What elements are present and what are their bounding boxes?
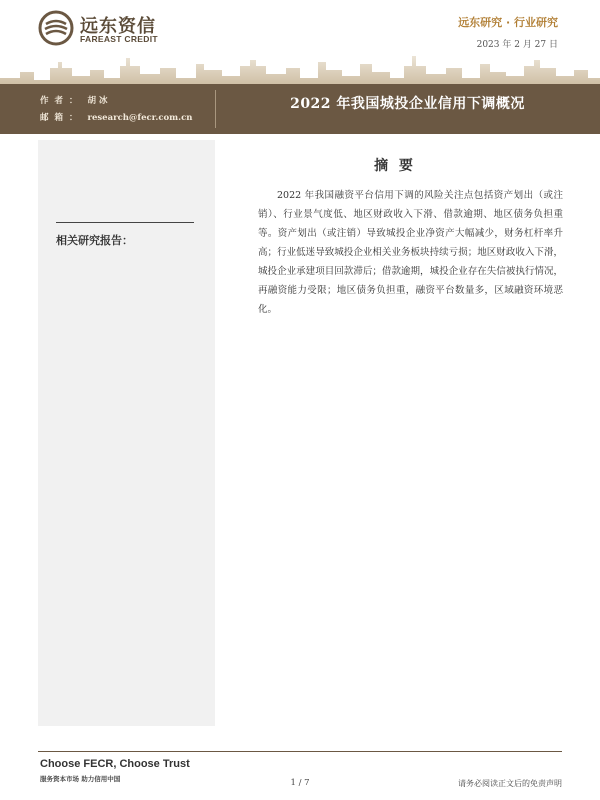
logo-english-name: FAREAST CREDIT <box>80 34 158 44</box>
logo-chinese-name: 远东资信 <box>80 16 156 37</box>
disclaimer-note: 请务必阅读正文后的免责声明 <box>458 779 562 788</box>
page-number: 1 / 7 <box>290 778 310 788</box>
footer-divider <box>38 751 562 752</box>
footer-slogan: Choose FECR, Choose Trust <box>40 758 190 770</box>
sidebar-divider <box>56 222 194 223</box>
report-type-label: 远东研究 · 行业研究 <box>458 16 558 29</box>
email-line <box>40 111 193 123</box>
fareast-credit-logo <box>38 10 238 50</box>
report-date: 2023 年 2 月 27 日 <box>476 40 558 50</box>
author-email[interactable]: research@fecr.com.cn <box>87 113 193 123</box>
page-header <box>0 0 600 90</box>
title-band <box>0 84 600 134</box>
sidebar <box>38 140 215 726</box>
abstract-body: 2022 年我国融资平台信用下调的风险关注点包括资产划出（或注销）、行业景气度低、地区财政收入下滑、借款逾期、地区债务负担重等。资产划出（或注销）导致城投企业净资产大幅减少，财务杠杆率升高；行业低迷导致城投企业相关业务板块持续亏损；地区财政收入下滑，城投企业承建项目回款滞后；借款逾期，城投企业存在失信被执行情况，再融资能力受限；地区债务负担重，融资平台数量多，区域融资环境恶化。 <box>258 190 563 315</box>
fareast-logo-icon <box>38 10 74 46</box>
author-name: 胡 冰 <box>87 96 108 106</box>
author-label: 作者： <box>40 96 84 106</box>
footer-slogan-chinese: 服务资本市场 助力信用中国 <box>40 775 121 783</box>
related-reports-heading: 相关研究报告： <box>56 234 133 247</box>
author-line <box>40 94 107 106</box>
email-label: 邮箱： <box>40 113 84 123</box>
abstract-heading: 摘 要 <box>374 158 416 174</box>
report-title: 2022 年我国城投企业信用下调概况 <box>290 96 525 112</box>
